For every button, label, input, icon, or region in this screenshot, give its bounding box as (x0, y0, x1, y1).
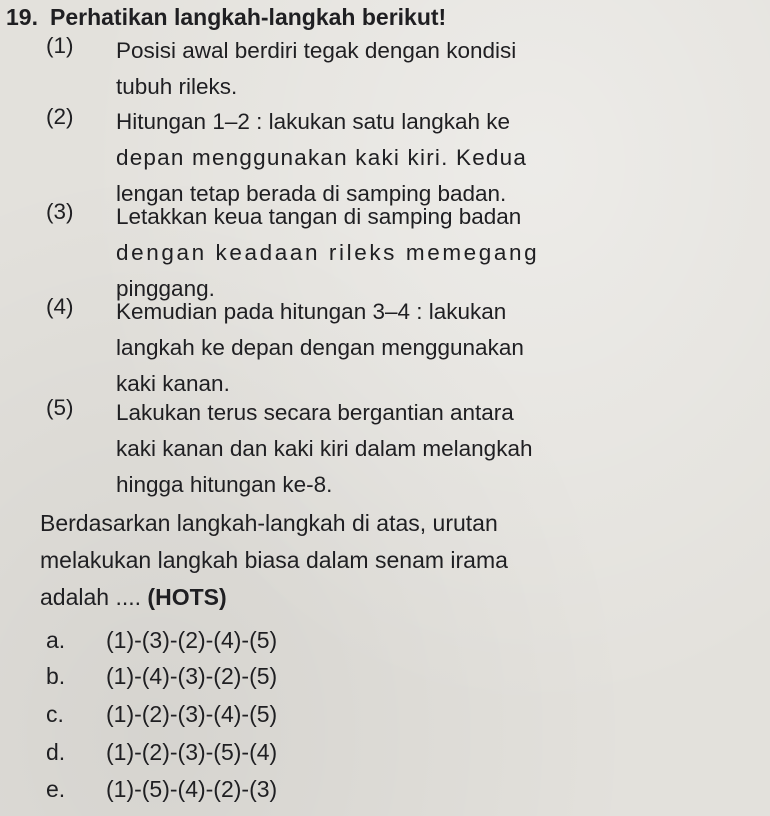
answer-option-c[interactable] (46, 696, 277, 732)
step-2 (46, 104, 761, 212)
step-line: Kemudian pada hitungan 3–4 : lakukan (116, 299, 507, 324)
question-stem (40, 505, 765, 616)
step-line: langkah ke depan dengan menggunakan (116, 335, 524, 360)
step-5 (46, 395, 761, 503)
step-number: (3) (46, 199, 74, 224)
option-text: (1)-(4)-(3)-(2)-(5) (106, 663, 278, 689)
step-1 (46, 33, 761, 105)
answer-option-a[interactable] (46, 622, 277, 658)
stem-line: Berdasarkan langkah-langkah di atas, urutan (40, 510, 498, 536)
option-letter: d. (46, 739, 66, 765)
stem-line: melakukan langkah biasa dalam senam irama (40, 547, 508, 573)
step-line: Hitungan 1–2 : lakukan satu langkah ke (116, 109, 511, 134)
step-number: (5) (46, 395, 74, 420)
step-line: kaki kanan. (116, 371, 230, 396)
step-line: hingga hitungan ke-8. (116, 472, 333, 497)
step-line: Posisi awal berdiri tegak dengan kondisi (116, 38, 517, 63)
question-header (6, 4, 446, 31)
step-line: kaki kanan dan kaki kiri dalam melangkah (116, 436, 533, 461)
option-letter: b. (46, 663, 66, 689)
option-text: (1)-(3)-(2)-(4)-(5) (106, 627, 278, 653)
step-line: Letakkan keua tangan di samping badan (116, 204, 522, 229)
answer-option-e[interactable] (46, 771, 277, 807)
step-line: Lakukan terus secara bergantian antara (116, 400, 514, 425)
question-title: Perhatikan langkah-langkah berikut! (49, 4, 447, 30)
step-line: tubuh rileks. (116, 74, 238, 99)
option-letter: c. (46, 701, 64, 727)
option-text: (1)-(2)-(3)-(4)-(5) (106, 701, 278, 727)
answer-option-d[interactable] (46, 734, 277, 770)
step-line: dengan keadaan rileks memegang (116, 240, 540, 265)
step-4 (46, 294, 761, 402)
option-text: (1)-(2)-(3)-(5)-(4) (106, 739, 278, 765)
step-3 (46, 199, 761, 307)
option-letter: a. (46, 627, 66, 653)
option-text: (1)-(5)-(4)-(2)-(3) (106, 776, 278, 802)
stem-text: adalah .... (40, 584, 142, 610)
answer-option-b[interactable] (46, 658, 277, 694)
stem-line-last (40, 579, 765, 616)
step-line: depan menggunakan kaki kiri. Kedua (116, 145, 528, 170)
step-line: pinggang. (116, 276, 215, 301)
option-letter: e. (46, 776, 66, 802)
step-number: (1) (46, 33, 74, 58)
step-line: lengan tetap berada di samping badan. (116, 181, 507, 206)
question-number: 19. (6, 4, 38, 30)
step-number: (4) (46, 294, 74, 319)
step-number: (2) (46, 104, 74, 129)
hots-tag: (HOTS) (147, 584, 227, 610)
